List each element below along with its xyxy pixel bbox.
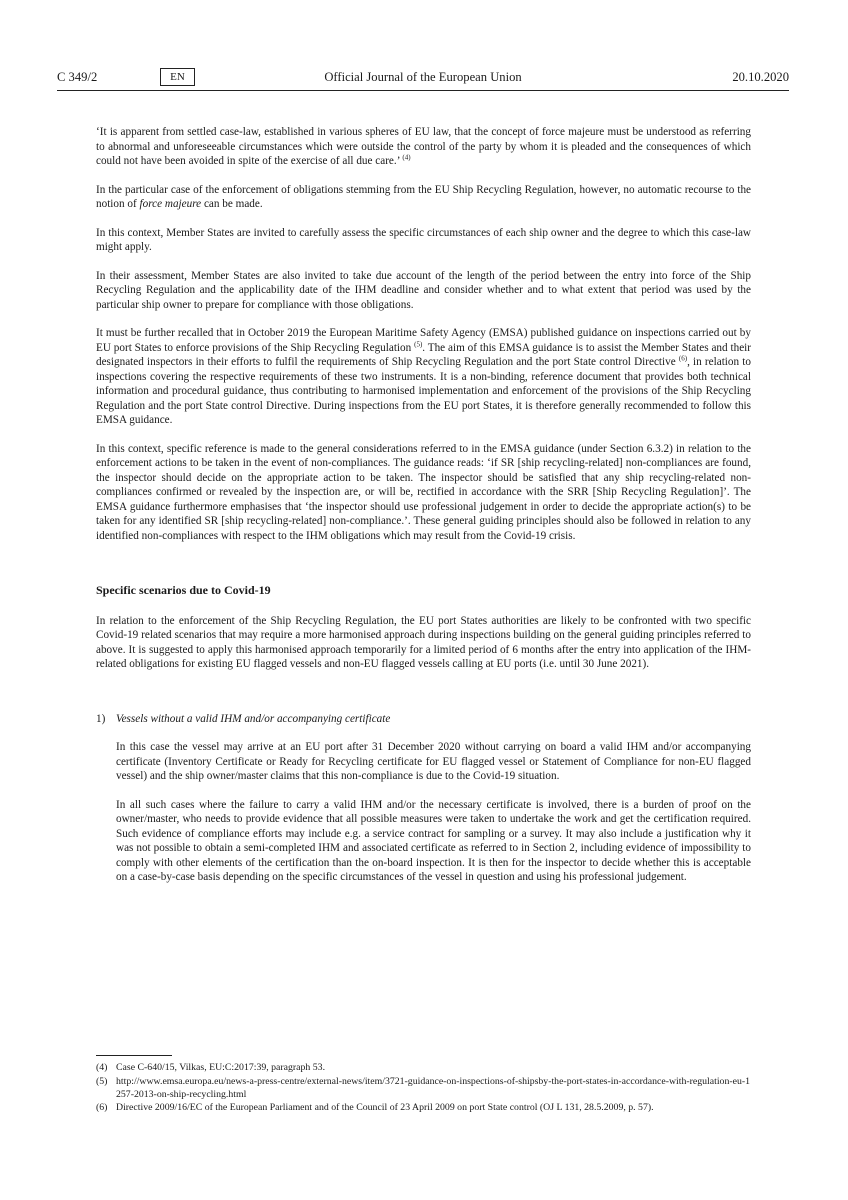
- footnote-marker: (4): [96, 1062, 108, 1073]
- paragraph-force-majeure-quote: [96, 125, 751, 169]
- paragraph-vessel-arrival: In this case the vessel may arrive at an EU port after 31 December 2020 without carrying on board a valid IHM and/or accompanying certificate (Inventory Certificate or Ready for Recycling certificate for EU flagged vessel or Statement of Compliance for non-EU flagged vessel) and the ship owner/master claims that this non-compliance is due to the Covid-19 situation.: [116, 741, 751, 782]
- footnote-marker: (5): [96, 1075, 108, 1087]
- paragraph-text: In the particular case of the enforcement of obligations stemming from the EU Ship Recycling Regulation, however, no automatic recourse to the notion of: [96, 183, 751, 210]
- paragraph-scenarios-intro: In relation to the enforcement of the Ship Recycling Regulation, the EU port States authorities are likely to be confronted with two specific Covid-19 related scenarios that may require a more harmonised approach during inspections building on the general guiding principles referred to above. It is suggested to apply this harmonised approach temporarily for a limited period of 6 months after the entry into application of the IHM-related obligations for existing EU flagged vessels and non-EU flagged vessels calling at EU ports (i.e. until 30 June 2021).: [96, 614, 751, 670]
- paragraph-burden-of-proof: In all such cases where the failure to carry a valid IHM and/or the necessary certificate is involved, there is a burden of proof on the owner/master, who needs to provide evidence that all possible measures were taken to undertake the work and get the certification required. Such evidence of compliance efforts may include e.g. a service contract for sampling or a survey. It may also include a justification why it was not possible to obtain a semi-completed IHM and associated certificate as referred to in Section 2, including evidence of impossibility to comply with other elements of the certification than the on-board inspection. It is then for the inspector to decide whether this is acceptable on a case-by-case basis depending on the specific circumstances of the vessel in question and using his professional judgement.: [116, 798, 751, 883]
- scenario-title-text: Vessels without a valid IHM and/or accompanying certificate: [116, 712, 391, 725]
- footnote-ref-5[interactable]: (5): [414, 339, 423, 348]
- paragraph-text: can be made.: [201, 198, 263, 210]
- paragraph-text: . The aim of this EMSA guidance is to assist the Member States and their designated inspectors in their efforts to fulfil the requirements of Ship Recycling Regulation and the port State control Directive: [96, 341, 751, 368]
- scenario-number: 1): [96, 712, 106, 725]
- scenario-1-title: [96, 712, 751, 727]
- journal-reference: C 349/2: [57, 70, 98, 84]
- footnote-ref-4[interactable]: (4): [402, 153, 411, 162]
- document-body: [96, 125, 751, 899]
- footnote-marker: (6): [96, 1102, 108, 1114]
- header-rule: [57, 90, 789, 91]
- footnote-5: [96, 1076, 751, 1102]
- footnotes: [96, 1062, 751, 1116]
- paragraph-text: It must be further recalled that in October 2019 the European Maritime Safety Agency (EMSA) published guidance on inspections carried out by EU port States to enforce provisions of the Ship Recycling Regulation: [96, 327, 751, 354]
- journal-title: Official Journal of the European Union: [324, 70, 522, 84]
- paragraph-enforcement-actions: In this context, specific reference is made to the general considerations referred to in the EMSA guidance (under Section 6.3.2) in relation to the enforcement actions to be taken in the event of non-compliances. The guidance reads: ‘if SR [ship recycling-related] non-compliances are found, the inspector should decide on the appropriate action to be taken. The inspector should be satisfied that any ship recycling-related non-compliances confirmed or revealed by the inspection are, or will be, rectified in accordance with the SRR [Ship Recycling Regulation]’. The EMSA guidance furthermore emphasises that ‘the inspector should use professional judgement in order to decide the appropriate action(s) to be taken for any identified SR [ship recycling-related] non-compliance.’. These general guiding principles should also be followed in relation to any identified non-compliances with respect to the IHM obligations which may result from the Covid-19 crisis.: [96, 442, 751, 542]
- footnote-text: Directive 2009/16/EC of the European Parliament and of the Council of 23 April 2009 on port State control (OJ L 131, 28.5.2009, p. 57).: [116, 1102, 654, 1114]
- page-header: [57, 70, 789, 90]
- footnote-separator: [96, 1055, 172, 1056]
- paragraph-text: , in relation to inspections covering the respective requirements of these two instruments. It is a non-binding, reference document that provides both technical information and procedural guidance, thus contributing to harmonised implementation and enforcement of the provisions of the Ship Recycling Regulation and the port State control Directive. During inspections from the EU port States, it is therefore generally recommended to follow this EMSA guidance.: [96, 356, 751, 426]
- footnote-text: Case C-640/15, Vilkas, EU:C:2017:39, paragraph 53.: [116, 1062, 326, 1073]
- section-heading: Specific scenarios due to Covid-19: [96, 583, 271, 597]
- italic-term: force majeure: [139, 198, 202, 210]
- language-badge: EN: [160, 68, 195, 86]
- paragraph-assess-circumstances: In this context, Member States are invited to carefully assess the specific circumstances of each ship owner and the degree to which this case-law might apply.: [96, 226, 751, 253]
- footnote-link[interactable]: http://www.emsa.europa.eu/news-a-press-centre/external-news/item/3721-guidance-on-inspections-of-shipsby-the-port-states-in-accordance-with-regulation-eu-1257-2013-on-ship-recycling.html: [116, 1075, 751, 1100]
- footnote-4: [96, 1062, 751, 1075]
- paragraph-text: ‘It is apparent from settled case-law, established in various spheres of EU law, that the concept of force majeure must be understood as referring to abnormal and unforeseeable circumstances which were outside the control of the party by whom it is pleaded and the consequences of which could not have been avoided in spite of the exercise of all due care.’: [96, 126, 751, 167]
- footnote-6: [96, 1102, 751, 1115]
- paragraph-emsa-guidance: [96, 326, 751, 428]
- paragraph-no-automatic-recourse: [96, 183, 751, 212]
- publication-date: 20.10.2020: [732, 70, 789, 84]
- paragraph-assessment-period: In their assessment, Member States are also invited to take due account of the length of the period between the entry into force of the Ship Recycling Regulation and the applicability date of the IHM deadline and consider whether and to what extent that period was used by the particular ship owner to prepare for compliance with those obligations.: [96, 269, 751, 311]
- footnote-ref-6[interactable]: (6): [678, 354, 688, 363]
